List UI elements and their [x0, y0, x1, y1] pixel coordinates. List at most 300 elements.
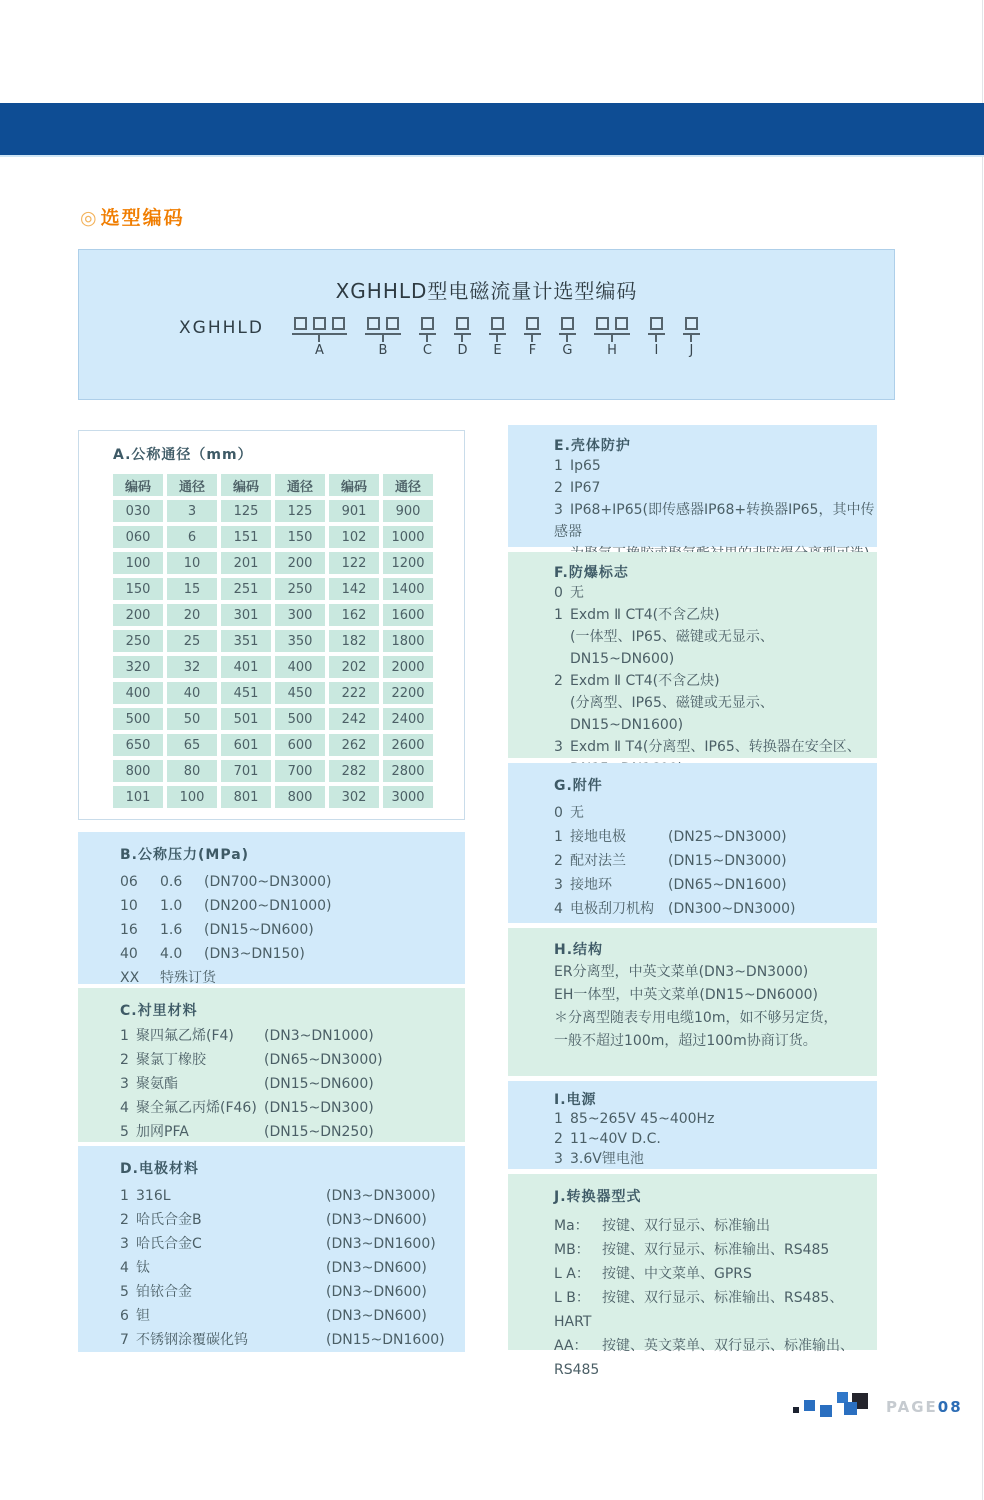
- table-header-row: [113, 474, 433, 496]
- option-code: 1: [554, 458, 563, 474]
- table-cell: 650: [113, 734, 163, 756]
- option-value: 接地电极: [570, 829, 626, 845]
- option-code: 5: [120, 1124, 129, 1140]
- option-value: 0.6: [160, 874, 183, 890]
- table-cell: 3: [167, 500, 217, 522]
- code-box: [386, 317, 399, 330]
- list-item: [554, 1334, 877, 1382]
- table-cell: 302: [329, 786, 379, 808]
- table-cell: 65: [167, 734, 217, 756]
- list-item: [554, 1214, 877, 1238]
- code-box: [313, 317, 326, 330]
- list-item: [554, 1149, 877, 1169]
- table-cell: 800: [275, 786, 325, 808]
- option-value: 钛: [136, 1260, 150, 1276]
- table-cell: 40: [167, 682, 217, 704]
- code-box-groups: [292, 317, 700, 358]
- option-value: 聚氯丁橡胶: [136, 1052, 206, 1068]
- section-e-housing-protection: [508, 425, 877, 547]
- table-cell: 10: [167, 552, 217, 574]
- code-box: [650, 317, 663, 330]
- list-item: [120, 1256, 465, 1280]
- option-code: L A：: [554, 1266, 590, 1282]
- table-cell: 122: [329, 552, 379, 574]
- table-cell: 20: [167, 604, 217, 626]
- list-item: [120, 942, 465, 966]
- table-cell: 2000: [383, 656, 433, 678]
- table-cell: 451: [221, 682, 271, 704]
- list-item: [554, 1109, 877, 1129]
- section-a-nominal-diameter: [78, 430, 465, 820]
- table-cell: 300: [275, 604, 325, 626]
- option-text: 85~265V 45~400Hz: [570, 1111, 715, 1127]
- option-value: 聚氨酯: [136, 1076, 178, 1092]
- option-range: (DN3~DN600): [326, 1284, 427, 1300]
- option-code: 3: [554, 739, 563, 755]
- table-cell: 100: [113, 552, 163, 574]
- option-range: (DN15~DN600): [204, 922, 314, 938]
- table-cell: 150: [113, 578, 163, 600]
- list-item: [554, 801, 877, 825]
- list-item: [554, 1129, 877, 1149]
- option-code: 3: [554, 877, 563, 893]
- model-prefix: XGHHLD: [179, 318, 264, 338]
- table-cell: 700: [275, 760, 325, 782]
- option-code: 4: [120, 1260, 129, 1276]
- table-cell: 25: [167, 630, 217, 652]
- diameter-table: [109, 470, 437, 812]
- top-banner-bar: [0, 103, 984, 157]
- list-item: [554, 582, 877, 604]
- code-box: [685, 317, 698, 330]
- option-code: 1: [120, 1028, 129, 1044]
- section-j-converter-type: [508, 1174, 877, 1378]
- code-group-f: [524, 317, 541, 358]
- column-header: 通径: [383, 474, 433, 496]
- table-row: [113, 630, 433, 652]
- option-code: 10: [120, 898, 138, 914]
- table-row: [113, 578, 433, 600]
- section-title: G.附件: [554, 778, 603, 794]
- tick-mark: [382, 335, 384, 342]
- list-item: [554, 604, 877, 670]
- table-row: [113, 656, 433, 678]
- code-group-h: [594, 317, 630, 358]
- table-cell: 901: [329, 500, 379, 522]
- option-value: 特殊订货: [160, 970, 216, 986]
- tick-mark: [531, 335, 533, 342]
- list-item: [554, 477, 877, 499]
- option-code: 2: [554, 673, 563, 689]
- section-i-power-supply: [508, 1081, 877, 1169]
- tick-mark: [496, 335, 498, 342]
- option-code: L B：: [554, 1290, 590, 1306]
- section-title: J.转换器型式: [554, 1189, 642, 1205]
- page-title: [80, 203, 185, 230]
- list-item: [554, 1286, 877, 1334]
- option-text: 按键、双行显示、标准输出、RS485: [602, 1242, 830, 1258]
- list-item: [120, 1232, 465, 1256]
- table-cell: 2600: [383, 734, 433, 756]
- list-item: [554, 825, 877, 849]
- option-text: Exdm Ⅱ T4(分离型、IP65、转换器在安全区、: [570, 739, 861, 755]
- code-group-b: [365, 317, 401, 358]
- code-box: [561, 317, 574, 330]
- option-range: (DN3~DN600): [326, 1260, 427, 1276]
- table-cell: 1400: [383, 578, 433, 600]
- code-group-a: [292, 317, 347, 358]
- option-value: 加网PFA: [136, 1124, 189, 1140]
- code-box: [526, 317, 539, 330]
- section-h-structure: [508, 928, 877, 1076]
- option-text: Exdm Ⅱ CT4(不含乙炔): [570, 607, 720, 623]
- table-cell: 500: [275, 708, 325, 730]
- table-cell: 400: [275, 656, 325, 678]
- option-code: 1: [554, 829, 563, 845]
- page-number: [886, 1398, 963, 1416]
- table-cell: 32: [167, 656, 217, 678]
- table-cell: 3000: [383, 786, 433, 808]
- option-code: 3: [120, 1076, 129, 1092]
- code-box: [332, 317, 345, 330]
- option-text: 无: [570, 585, 584, 601]
- list-item: [554, 1238, 877, 1262]
- option-range: (DN15~DN3000): [668, 853, 787, 869]
- option-code: 4: [120, 1100, 129, 1116]
- pixel-decoration-icon: [844, 1402, 857, 1415]
- table-cell: 101: [113, 786, 163, 808]
- table-cell: 125: [221, 500, 271, 522]
- option-range: (DN65~DN3000): [264, 1052, 383, 1068]
- table-cell: 80: [167, 760, 217, 782]
- option-text: 按键、双行显示、标准输出、RS485、HART: [554, 1290, 844, 1330]
- option-range: (DN3~DN600): [326, 1212, 427, 1228]
- table-cell: 500: [113, 708, 163, 730]
- pixel-decoration-icon: [820, 1405, 832, 1417]
- table-cell: 800: [113, 760, 163, 782]
- table-cell: 450: [275, 682, 325, 704]
- table-cell: 202: [329, 656, 379, 678]
- tick-mark: [318, 335, 320, 342]
- option-text: 11~40V D.C.: [570, 1131, 661, 1147]
- option-code: 1: [120, 1188, 129, 1204]
- option-range: (DN25~DN3000): [668, 829, 787, 845]
- list-item: [554, 1262, 877, 1286]
- code-box: [491, 317, 504, 330]
- tick-mark: [566, 335, 568, 342]
- table-cell: 6: [167, 526, 217, 548]
- page-title-text: 选型编码: [100, 207, 185, 229]
- option-code: 3: [554, 502, 563, 518]
- option-code: 2: [120, 1052, 129, 1068]
- column-header: 编码: [329, 474, 379, 496]
- table-cell: 15: [167, 578, 217, 600]
- option-code: 7: [120, 1332, 129, 1348]
- tick-mark: [690, 335, 692, 342]
- page-number-value: 08: [937, 1398, 963, 1416]
- list-item: [120, 1304, 465, 1328]
- table-row: [113, 552, 433, 574]
- table-cell: 100: [167, 786, 217, 808]
- code-group-g: [559, 317, 576, 358]
- option-range: (DN15~DN250): [264, 1124, 374, 1140]
- table-row: [113, 786, 433, 808]
- section-title: F.防爆标志: [554, 565, 629, 581]
- group-label: E: [493, 343, 502, 358]
- option-range: (DN3~DN150): [204, 946, 305, 962]
- code-box: [367, 317, 380, 330]
- code-box: [456, 317, 469, 330]
- table-cell: 2800: [383, 760, 433, 782]
- table-cell: 282: [329, 760, 379, 782]
- column-header: 编码: [221, 474, 271, 496]
- list-item: [120, 1208, 465, 1232]
- table-cell: 2400: [383, 708, 433, 730]
- option-value: 哈氏合金C: [136, 1236, 202, 1252]
- option-text: 3.6V锂电池: [570, 1151, 644, 1167]
- list-item: [120, 1280, 465, 1304]
- option-range: (DN3~DN1600): [326, 1236, 436, 1252]
- section-c-liner-material: [78, 988, 465, 1142]
- table-cell: 401: [221, 656, 271, 678]
- section-title: C.衬里材料: [120, 1003, 198, 1019]
- option-range: (DN300~DN3000): [668, 901, 796, 917]
- table-cell: 320: [113, 656, 163, 678]
- option-code: 2: [120, 1212, 129, 1228]
- section-title: I.电源: [554, 1092, 597, 1108]
- section-title: H.结构: [554, 942, 604, 958]
- option-code: 06: [120, 874, 138, 890]
- option-range: (DN15~DN1600): [326, 1332, 445, 1348]
- table-cell: 250: [275, 578, 325, 600]
- option-range: (DN700~DN3000): [204, 874, 332, 890]
- list-item: [120, 1328, 465, 1352]
- page-edge-line: [982, 0, 983, 1500]
- group-label: G: [562, 343, 573, 358]
- option-code: 1: [554, 1111, 563, 1127]
- list-item: [554, 849, 877, 873]
- option-value: 哈氏合金B: [136, 1212, 202, 1228]
- table-cell: 151: [221, 526, 271, 548]
- option-code: 16: [120, 922, 138, 938]
- option-value: 电极刮刀机构: [570, 901, 654, 917]
- table-cell: 201: [221, 552, 271, 574]
- column-header: 通径: [275, 474, 325, 496]
- option-range: (DN15~DN300): [264, 1100, 374, 1116]
- page-label-text: PAGE: [886, 1398, 938, 1416]
- section-f-explosion-proof: [508, 552, 877, 758]
- list-item: [120, 1072, 465, 1096]
- table-cell: 501: [221, 708, 271, 730]
- option-code: MB：: [554, 1242, 590, 1258]
- table-cell: 801: [221, 786, 271, 808]
- table-cell: 222: [329, 682, 379, 704]
- option-range: (DN15~DN600): [264, 1076, 374, 1092]
- section-title: E.壳体防护: [554, 438, 631, 454]
- text-line: EH一体型，中英文菜单(DN15~DN6000): [554, 987, 818, 1003]
- section-title: D.电极材料: [120, 1161, 199, 1177]
- group-label: F: [528, 343, 537, 358]
- option-code: AA：: [554, 1338, 588, 1354]
- option-continuation: (一体型、IP65、磁键或无显示、DN15~DN600): [570, 629, 774, 667]
- code-group-j: [683, 317, 700, 358]
- pixel-decoration-icon: [793, 1407, 799, 1413]
- tick-mark: [611, 335, 613, 342]
- option-text: 按键、中文菜单、GPRS: [602, 1266, 752, 1282]
- option-value: 不锈钢涂覆碳化钨: [136, 1332, 248, 1348]
- option-code: 3: [120, 1236, 129, 1252]
- section-title: A.公称通径（mm）: [113, 447, 253, 463]
- tick-mark: [655, 335, 657, 342]
- group-label: H: [607, 343, 617, 358]
- code-row: [79, 317, 894, 358]
- option-code: 4: [554, 901, 563, 917]
- section-g-accessories: [508, 763, 877, 923]
- option-code: 3: [554, 1151, 563, 1167]
- table-cell: 060: [113, 526, 163, 548]
- list-item: [120, 1024, 465, 1048]
- option-code: 2: [554, 480, 563, 496]
- code-group-c: [419, 317, 436, 358]
- option-continuation: (分离型、IP65、磁键或无显示、DN15~DN1600): [570, 695, 774, 733]
- table-cell: 601: [221, 734, 271, 756]
- selection-code-diagram: [78, 249, 895, 400]
- group-label: J: [689, 343, 694, 358]
- table-cell: 351: [221, 630, 271, 652]
- option-text: IP68+IP65(即传感器IP68+转换器IP65，其中传感器: [554, 502, 875, 540]
- table-cell: 250: [113, 630, 163, 652]
- option-value: 配对法兰: [570, 853, 626, 869]
- option-value: 4.0: [160, 946, 183, 962]
- text-line: ＊分离型随表专用电缆10m，如不够另定货，: [554, 1010, 838, 1026]
- group-label: B: [378, 343, 388, 358]
- code-box: [421, 317, 434, 330]
- table-cell: 242: [329, 708, 379, 730]
- table-row: [113, 682, 433, 704]
- table-cell: 251: [221, 578, 271, 600]
- table-row: [113, 734, 433, 756]
- option-code: 2: [554, 1131, 563, 1147]
- table-cell: 262: [329, 734, 379, 756]
- option-range: (DN3~DN1000): [264, 1028, 374, 1044]
- table-cell: 142: [329, 578, 379, 600]
- table-cell: 1200: [383, 552, 433, 574]
- option-text: 按键、英文菜单、双行显示、标准输出、RS485: [554, 1338, 854, 1378]
- option-code: 0: [554, 805, 563, 821]
- option-code: 1: [554, 607, 563, 623]
- table-cell: 2200: [383, 682, 433, 704]
- option-code: 6: [120, 1308, 129, 1324]
- table-cell: 125: [275, 500, 325, 522]
- group-label: I: [654, 343, 659, 358]
- pixel-decoration-icon: [804, 1400, 815, 1411]
- table-cell: 1000: [383, 526, 433, 548]
- list-item: [120, 1048, 465, 1072]
- option-value: 聚四氟乙烯(F4): [136, 1028, 234, 1044]
- table-row: [113, 760, 433, 782]
- option-range: (DN65~DN1600): [668, 877, 787, 893]
- option-code: 2: [554, 853, 563, 869]
- option-text: 按键、双行显示、标准输出: [602, 1218, 770, 1234]
- code-group-d: [454, 317, 471, 358]
- option-value: 无: [570, 805, 584, 821]
- list-item: [120, 1184, 465, 1208]
- table-cell: 701: [221, 760, 271, 782]
- table-cell: 150: [275, 526, 325, 548]
- tick-mark: [426, 335, 428, 342]
- table-cell: 102: [329, 526, 379, 548]
- list-item: [554, 873, 877, 897]
- list-item: [120, 966, 465, 990]
- table-cell: 182: [329, 630, 379, 652]
- tick-mark: [461, 335, 463, 342]
- section-title: B.公称压力(MPa): [120, 847, 250, 863]
- table-row: [113, 526, 433, 548]
- list-item: [120, 1120, 465, 1144]
- table-cell: 1600: [383, 604, 433, 626]
- table-cell: 600: [275, 734, 325, 756]
- group-label: A: [315, 343, 324, 358]
- option-value: 316L: [136, 1188, 171, 1204]
- list-item: [554, 897, 877, 921]
- table-cell: 200: [275, 552, 325, 574]
- option-code: 40: [120, 946, 138, 962]
- option-code: 0: [554, 585, 563, 601]
- group-label: D: [457, 343, 468, 358]
- option-value: 接地环: [570, 877, 612, 893]
- section-d-electrode-material: [78, 1146, 465, 1352]
- table-cell: 301: [221, 604, 271, 626]
- table-cell: 1800: [383, 630, 433, 652]
- table-cell: 200: [113, 604, 163, 626]
- table-cell: 400: [113, 682, 163, 704]
- bullet-circle-icon: ◎: [80, 207, 99, 229]
- text-line: 一般不超过100m，超过100m协商订货。: [554, 1033, 817, 1049]
- list-item: [554, 670, 877, 736]
- page-footer: [780, 1392, 963, 1426]
- code-group-i: [648, 317, 665, 358]
- code-box: [615, 317, 628, 330]
- option-code: Ma：: [554, 1218, 589, 1234]
- table-row: [113, 604, 433, 626]
- option-value: 1.6: [160, 922, 183, 938]
- table-row: [113, 708, 433, 730]
- option-range: (DN3~DN3000): [326, 1188, 436, 1204]
- table-row: [113, 500, 433, 522]
- option-code: XX: [120, 970, 140, 986]
- text-line: ER分离型，中英文菜单(DN3~DN3000): [554, 964, 809, 980]
- table-cell: 162: [329, 604, 379, 626]
- option-value: 聚全氟乙丙烯(F46): [136, 1100, 257, 1116]
- option-value: 钽: [136, 1308, 150, 1324]
- table-cell: 030: [113, 500, 163, 522]
- table-cell: 350: [275, 630, 325, 652]
- list-item: [554, 455, 877, 477]
- option-value: 铂铱合金: [136, 1284, 192, 1300]
- list-item: [120, 1096, 465, 1120]
- option-text: Exdm Ⅱ CT4(不含乙炔): [570, 673, 720, 689]
- list-item: [120, 870, 465, 894]
- table-cell: 900: [383, 500, 433, 522]
- code-group-e: [489, 317, 506, 358]
- list-item: [120, 918, 465, 942]
- option-range: (DN200~DN1000): [204, 898, 332, 914]
- group-label: C: [422, 343, 432, 358]
- option-text: IP67: [570, 480, 601, 496]
- diagram-title: XGHHLD型电磁流量计选型编码: [335, 279, 638, 303]
- section-b-nominal-pressure: [78, 832, 465, 984]
- list-item: [120, 894, 465, 918]
